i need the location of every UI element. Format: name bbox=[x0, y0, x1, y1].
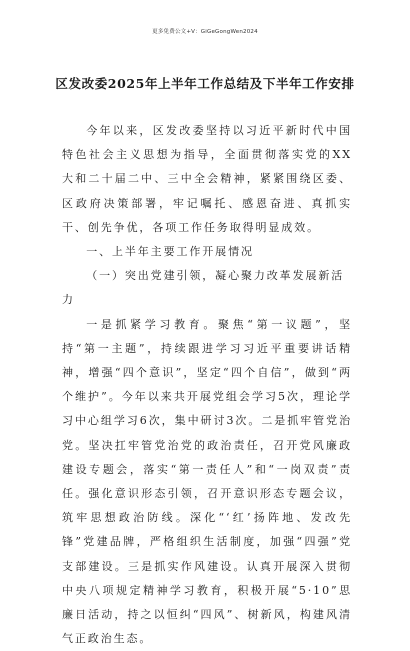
intro-paragraph: 今年以来，区发改委坚持以习近平新时代中国特色社会主义思想为指导，全面贯彻落实党的XX大和二十届二中、三中全会精神，紧紧围绕区委、区政府决策部署，牢记嘱托、感恩奋进、真抓实干、创先争优，各项工作任务取得明显成效。 bbox=[62, 124, 352, 234]
document-body bbox=[62, 119, 352, 651]
header-note: 更多免费公文+V：GiGeGongWen2024 bbox=[152, 29, 258, 35]
body-paragraph: 一是抓紧学习教育。聚焦“第一议题”，坚持“第一主题”，持续跟进学习习近平重要讲话精神，增强“四个意识”，坚定“四个自信”，做到“两个维护”。今年以来共开展党组会学习5次，理论学习中心组学习6次，集中研讨3次。二是抓牢管党治党。坚决扛牢管党治党的政治责任，召开党风廉政建设专题会，落实“第一责任人”和“一岗双责”责任。强化意识形态引领，召开意识形态专题会议，筑牢思想政治防线。深化“‘红’扬阵地、发改先锋”党建品牌，严格组织生活制度，加强“四强”党支部建设。三是抓实作风建设。认真开展深入贯彻中央八项规定精神学习教育，积极开展“5·10”思廉日活动，持之以恒纠“四风”、树新风，构建风清气正政治生态。 bbox=[62, 317, 352, 646]
section-heading: 一、上半年主要工作开展情况 bbox=[86, 245, 254, 259]
document-title: 区发改委2025年上半年工作总结及下半年工作安排 bbox=[55, 76, 355, 91]
subsection-heading: （一）突出党建引领，凝心聚力改革发展新活力 bbox=[62, 269, 345, 307]
